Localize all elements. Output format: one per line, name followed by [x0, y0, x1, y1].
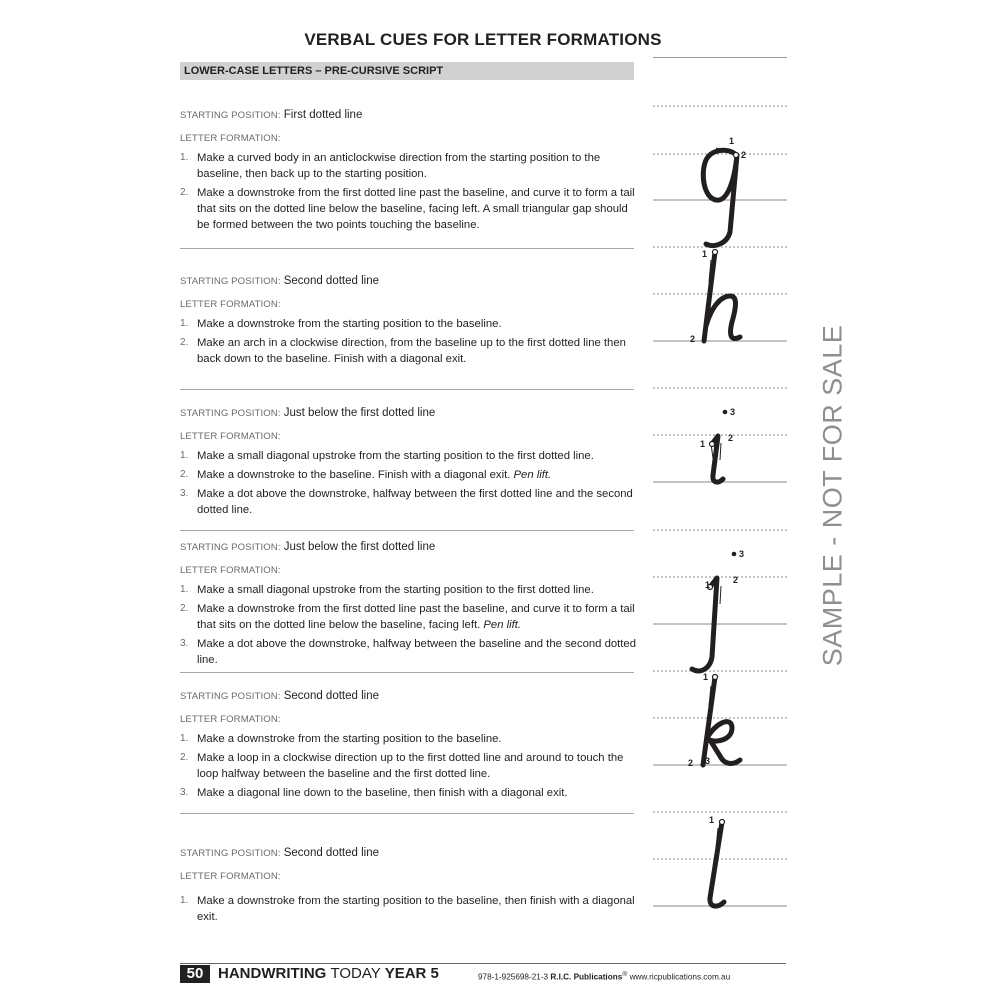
starting-position — [180, 107, 636, 124]
arrow-line — [720, 586, 721, 604]
start-point-marker — [713, 250, 718, 255]
step-text: Make a dot above the downstroke, halfway between the first dotted line and the second dotted line. — [197, 488, 633, 516]
page-number: 50 — [180, 965, 210, 983]
step-text: Make a downstroke from the starting position to the baseline, then finish with a diagonal exit. — [197, 895, 635, 923]
section-heading: LOWER-CASE LETTERS – PRE-CURSIVE SCRIPT — [180, 62, 634, 80]
starting-position — [180, 405, 636, 422]
start-point-marker — [710, 442, 715, 447]
step-number: 1. — [180, 733, 189, 744]
formation-step — [180, 731, 636, 747]
step-number: 2. — [180, 337, 189, 348]
starting-position-value: Second dotted line — [283, 690, 380, 702]
series-year: YEAR 5 — [384, 965, 439, 982]
stroke-number: 2 — [733, 575, 739, 585]
stroke-number: 2 — [688, 758, 694, 768]
formation-step — [180, 893, 636, 925]
page-title: VERBAL CUES FOR LETTER FORMATIONS — [304, 30, 662, 49]
step-number: 3. — [180, 638, 189, 649]
step-number: 2. — [180, 469, 189, 480]
letter-l-instructions — [180, 845, 636, 928]
starting-position-label: STARTING POSITION: — [180, 691, 281, 702]
handwriting-guide-column — [650, 60, 790, 915]
guide-lines — [653, 106, 787, 906]
starting-position-value: First dotted line — [283, 109, 363, 121]
stroke-number: 2 — [690, 334, 696, 344]
letter-formation-label: LETTER FORMATION: — [180, 565, 281, 576]
start-point-marker — [720, 820, 725, 825]
stroke-number: 3 — [739, 549, 745, 559]
letter-k-instructions — [180, 688, 636, 804]
starting-position-value: Second dotted line — [283, 847, 380, 859]
step-number: 1. — [180, 584, 189, 595]
formation-step — [180, 636, 636, 668]
formation-steps — [180, 893, 636, 925]
series-title-light: TODAY — [330, 965, 381, 982]
step-text: Make a downstroke from the first dotted line past the baseline, and curve it to form a tail that sits on the dotted line below the baseline, facing left. A small triangular gap should be formed between the two points touching the baseline. — [197, 187, 635, 231]
formation-step — [180, 582, 636, 598]
pen-lift-note: Pen lift. — [513, 469, 552, 481]
formation-step — [180, 185, 636, 233]
step-text: Make a downstroke to the baseline. Finish with a diagonal exit. — [197, 469, 511, 481]
letter-g-instructions — [180, 107, 636, 236]
step-number: 2. — [180, 752, 189, 763]
page-footer — [180, 963, 786, 985]
step-text: Make a diagonal line down to the baseline, then finish with a diagonal exit. — [197, 787, 568, 799]
series-title-bold: HANDWRITING — [218, 965, 327, 982]
step-text: Make a small diagonal upstroke from the starting position to the first dotted line. — [197, 450, 594, 462]
publisher: R.I.C. Publications — [550, 972, 623, 982]
letter-i-instructions — [180, 405, 636, 521]
starting-position — [180, 688, 636, 705]
formation-step — [180, 150, 636, 182]
formation-steps — [180, 150, 636, 233]
letter-k-glyph — [703, 677, 740, 765]
step-number: 2. — [180, 187, 189, 198]
start-point-marker — [713, 675, 718, 680]
step-number: 2. — [180, 603, 189, 614]
step-number: 1. — [180, 152, 189, 163]
step-text: Make a downstroke from the first dotted line past the baseline, and curve it to form a tail that sits on the dotted line below the baseline, facing left. — [197, 603, 635, 631]
stroke-number: 3 — [730, 407, 736, 417]
stroke-number: 2 — [728, 433, 734, 443]
starting-position — [180, 273, 636, 290]
letter-formation-label: LETTER FORMATION: — [180, 714, 281, 725]
letter-formation-label: LETTER FORMATION: — [180, 431, 281, 442]
stroke-number: 3 — [705, 756, 711, 766]
formation-steps — [180, 731, 636, 801]
step-number: 3. — [180, 488, 189, 499]
stroke-number: 1 — [702, 249, 708, 259]
i-dot — [723, 410, 728, 415]
stroke-number: 1 — [705, 580, 711, 590]
starting-position-label: STARTING POSITION: — [180, 542, 281, 553]
starting-position-label: STARTING POSITION: — [180, 848, 281, 859]
starting-position-label: STARTING POSITION: — [180, 408, 281, 419]
stroke-number: 1 — [700, 439, 706, 449]
starting-position-label: STARTING POSITION: — [180, 276, 281, 287]
step-text: Make a small diagonal upstroke from the starting position to the first dotted line. — [197, 584, 594, 596]
stroke-number: 1 — [703, 672, 709, 682]
section-divider — [180, 530, 634, 531]
step-text: Make an arch in a clockwise direction, from the baseline up to the first dotted line then back down to the baseline. Finish with a diagonal exit. — [197, 337, 626, 365]
section-divider — [180, 248, 634, 249]
pen-lift-note: Pen lift. — [483, 619, 522, 631]
starting-position — [180, 539, 636, 556]
letter-h-instructions — [180, 273, 636, 370]
formation-steps — [180, 582, 636, 668]
step-number: 3. — [180, 787, 189, 798]
formation-step — [180, 467, 636, 483]
arrow-line — [720, 443, 721, 460]
publication-info — [478, 969, 730, 984]
letter-formation-label: LETTER FORMATION: — [180, 133, 281, 144]
step-number: 1. — [180, 895, 189, 906]
formation-step — [180, 448, 636, 464]
letter-j-instructions — [180, 539, 636, 671]
formation-steps — [180, 448, 636, 518]
starting-position-value: Just below the first dotted line — [283, 541, 436, 553]
section-divider — [180, 389, 634, 390]
starting-position-value: Just below the first dotted line — [283, 407, 436, 419]
letter-g-glyph — [703, 150, 737, 245]
j-dot — [732, 552, 737, 557]
series-title — [218, 964, 439, 984]
dot-markers — [723, 410, 737, 557]
step-text: Make a downstroke from the starting position to the baseline. — [197, 318, 502, 330]
publisher-website: www.ricpublications.com.au — [629, 972, 731, 982]
letter-h-glyph — [704, 252, 740, 341]
starting-position-label: STARTING POSITION: — [180, 110, 281, 121]
step-number: 1. — [180, 318, 189, 329]
formation-steps — [180, 316, 636, 367]
watermark: SAMPLE - NOT FOR SALE — [817, 324, 848, 667]
start-point-marker — [734, 153, 739, 158]
formation-step — [180, 601, 636, 633]
starting-position-value: Second dotted line — [283, 275, 380, 287]
registered-mark: ® — [622, 971, 628, 978]
formation-step — [180, 316, 636, 332]
stroke-number: 1 — [709, 815, 715, 825]
section-divider — [180, 813, 634, 814]
step-number: 1. — [180, 450, 189, 461]
step-text: Make a loop in a clockwise direction up to the first dotted line and around to touch the loop halfway between the baseline and the first dotted line. — [197, 752, 624, 780]
stroke-number: 2 — [741, 150, 747, 160]
letter-formation-label: LETTER FORMATION: — [180, 871, 281, 882]
isbn: 978-1-925698-21-3 — [478, 972, 549, 982]
step-text: Make a curved body in an anticlockwise direction from the starting position to the baseline, then back up to the starting position. — [197, 152, 601, 180]
guide-top-rule — [653, 57, 787, 58]
formation-step — [180, 785, 636, 801]
step-text: Make a dot above the downstroke, halfway between the baseline and the second dotted line. — [197, 638, 636, 666]
letter-formation-label: LETTER FORMATION: — [180, 299, 281, 310]
stroke-number: 1 — [729, 136, 735, 146]
section-divider — [180, 672, 634, 673]
step-text: Make a downstroke from the starting position to the baseline. — [197, 733, 502, 745]
formation-step — [180, 335, 636, 367]
formation-step — [180, 486, 636, 518]
starting-position — [180, 845, 636, 862]
formation-step — [180, 750, 636, 782]
